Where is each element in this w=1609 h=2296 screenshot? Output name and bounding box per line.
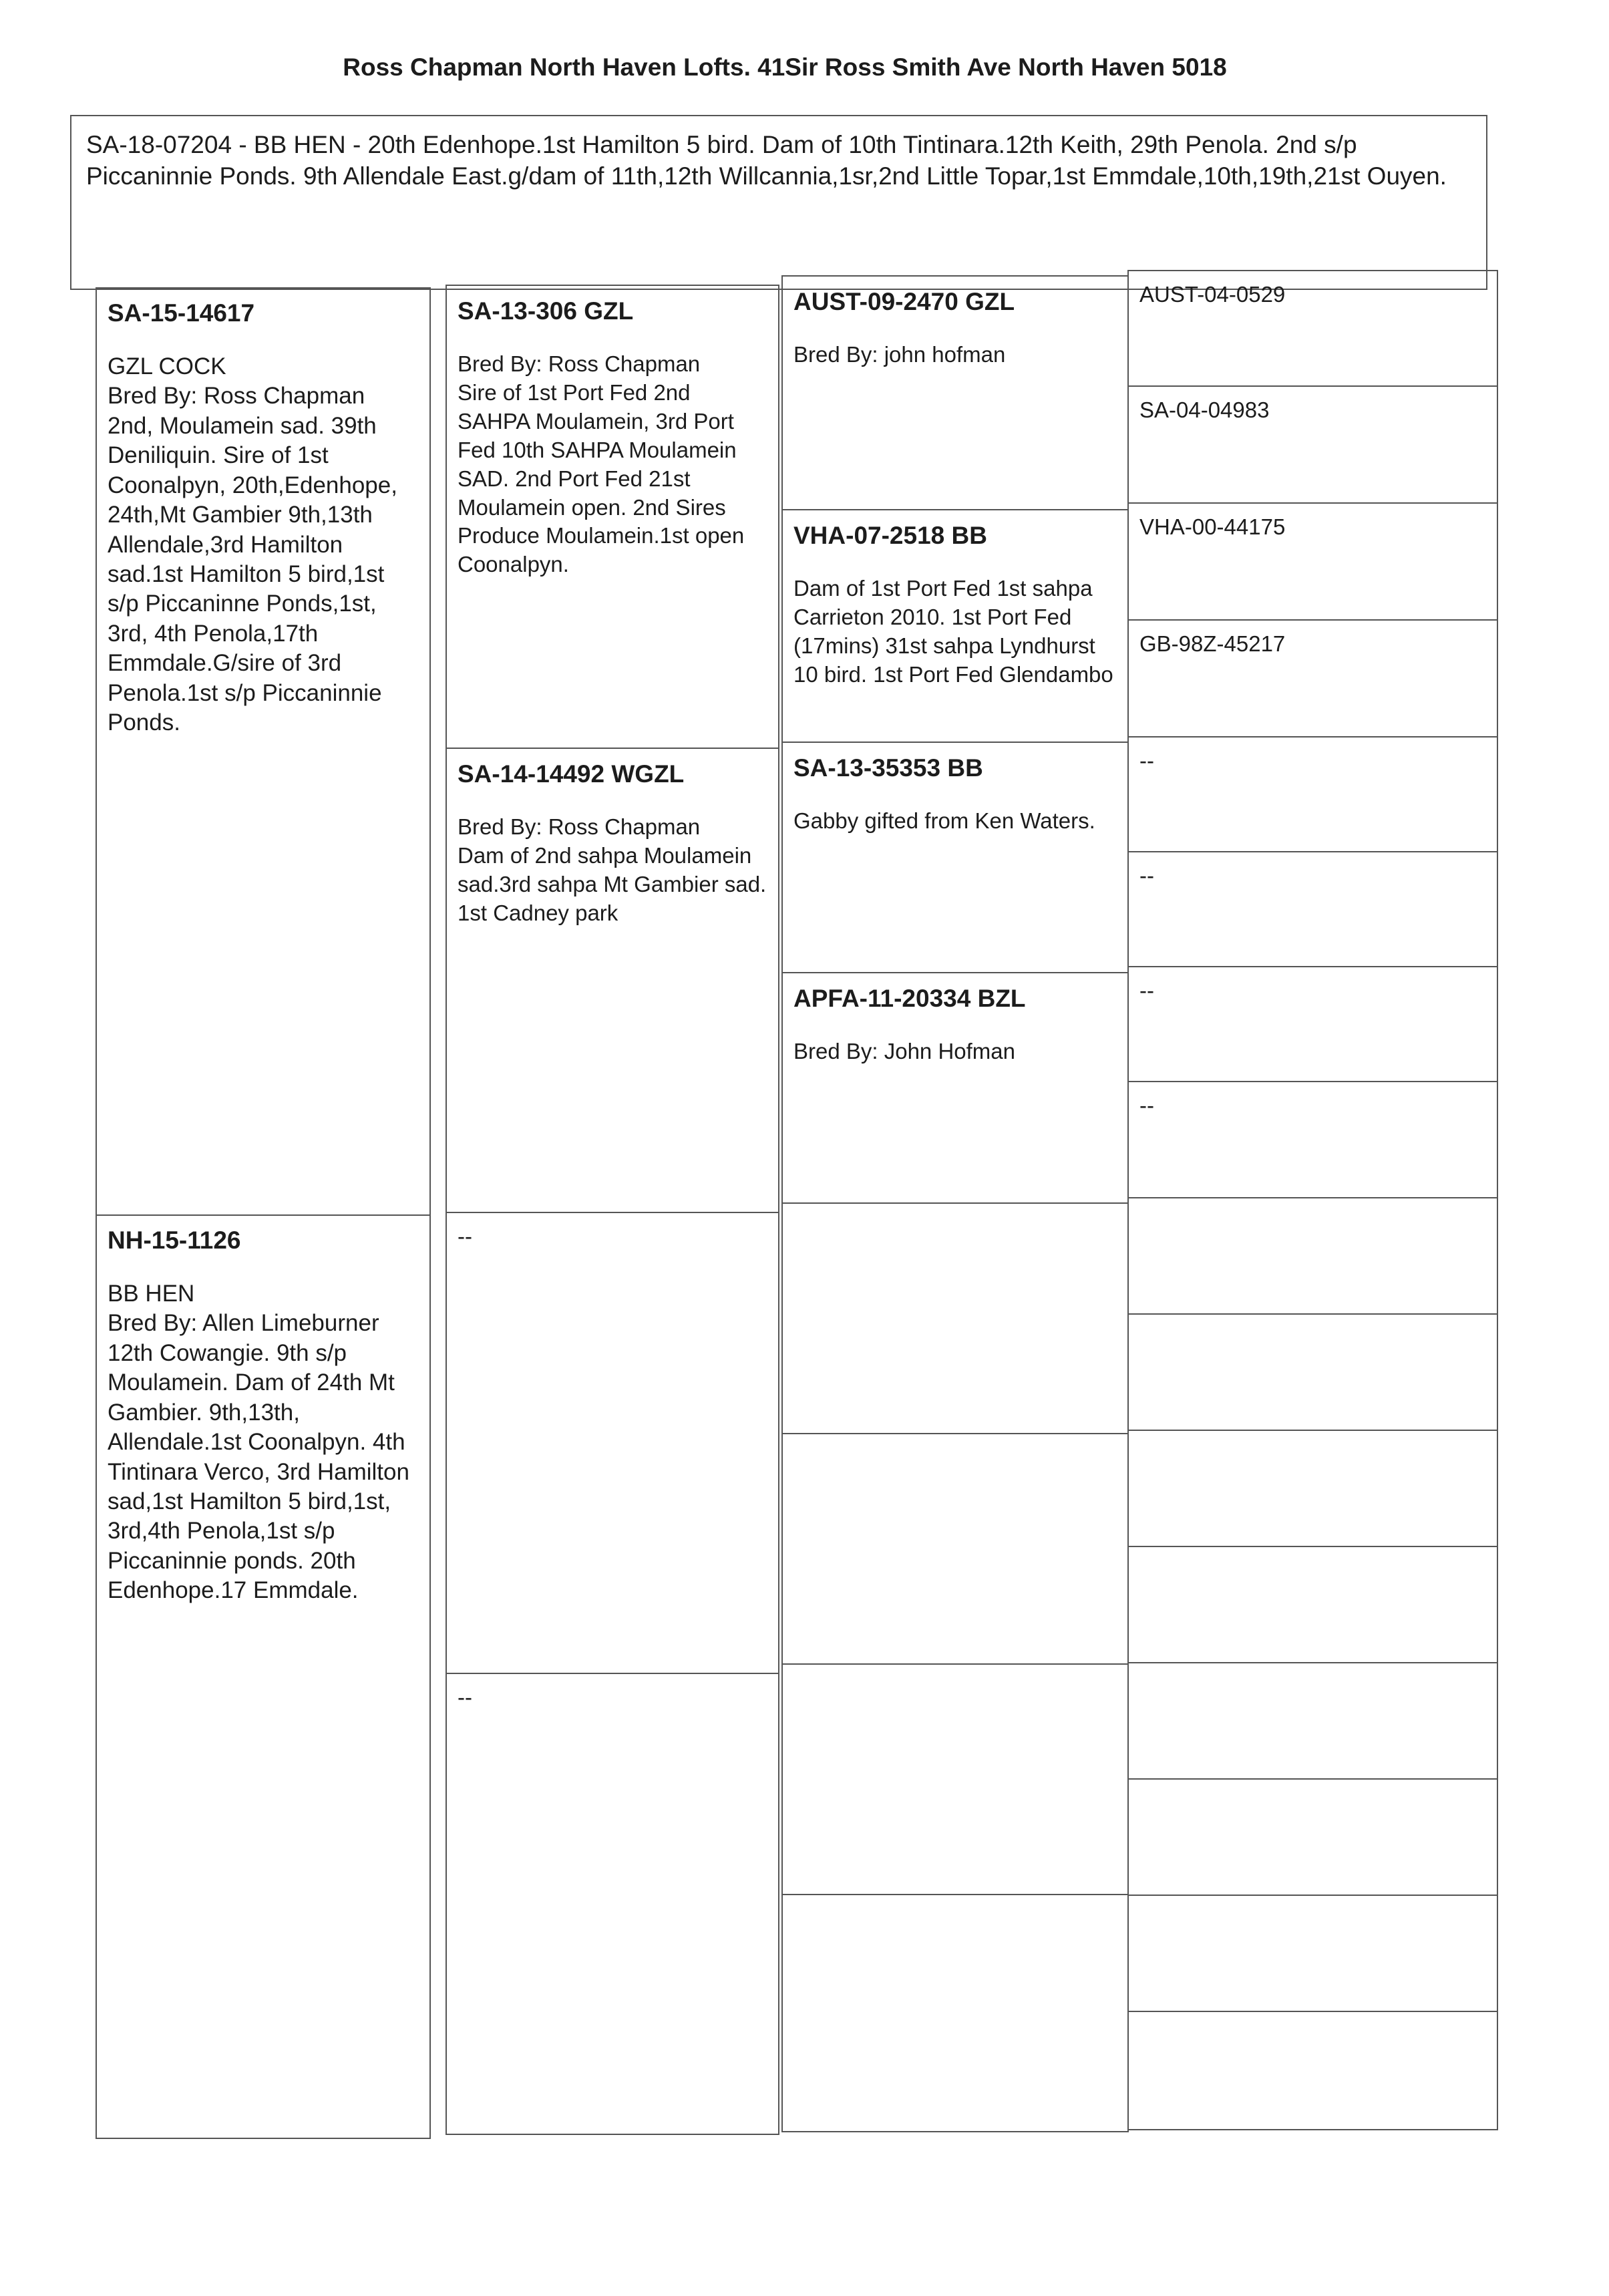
dam-dam-box	[445, 1674, 779, 2135]
gggp-box-2	[1127, 387, 1498, 504]
dam-dam-empty: --	[458, 1685, 472, 1709]
gggp-box-14	[1127, 1780, 1498, 1896]
ggp-box-1	[781, 275, 1129, 510]
gggp-box-9	[1127, 1198, 1498, 1315]
gggp-box-11	[1127, 1431, 1498, 1547]
gggp-box-3	[1127, 504, 1498, 621]
subject-bird: SA-18-07204 - BB HEN - 20th Edenhope.1st Hamilton 5 bird. Dam of 10th Tintinara.12th Keith, 29th Penola. 2nd s/p Piccaninnie Ponds. 9th Allendale East.g/dam of 11th,12th Willcannia,1sr,2nd Little Topar,1st Emmdale,10th,19th,21st Ouyen.	[70, 115, 1487, 290]
dam-sire-empty: --	[458, 1224, 472, 1249]
gggp-id-6: --	[1139, 863, 1154, 888]
ggp-id-4: APFA-11-20334 BZL	[793, 985, 1026, 1012]
gggp-box-10	[1127, 1315, 1498, 1431]
gggp-box-7	[1127, 967, 1498, 1082]
ggp-box-5	[781, 1204, 1129, 1434]
gggp-id-4: GB-98Z-45217	[1139, 631, 1286, 656]
grandparents-column	[445, 285, 779, 2135]
sire-sire-box	[445, 285, 779, 749]
gggp-box-12	[1127, 1547, 1498, 1663]
sire-dam-id: SA-14-14492 WGZL	[458, 760, 685, 788]
ggp-id-3: SA-13-35353 BB	[793, 754, 983, 782]
gggp-id-7: --	[1139, 978, 1154, 1003]
gggp-box-1	[1127, 270, 1498, 387]
ggp-box-6	[781, 1434, 1129, 1665]
sire-sire-details: Bred By: Ross Chapman Sire of 1st Port Fed 2nd SAHPA Moulamein, 3rd Port Fed 10th SAHPA Moulamein SAD. 2nd Port Fed 21st Moulamein open. 2nd Sires Produce Moulamein.1st open Coonalpyn.	[458, 351, 745, 577]
gggp-id-3: VHA-00-44175	[1139, 514, 1286, 539]
gggp-box-13	[1127, 1663, 1498, 1780]
great-grandparents-column	[781, 275, 1129, 2132]
gggp-box-8	[1127, 1082, 1498, 1198]
dam-sire-box	[445, 1213, 779, 1674]
gggp-box-16	[1127, 2012, 1498, 2130]
gggp-box-15	[1127, 1896, 1498, 2012]
ggp-box-2	[781, 510, 1129, 743]
dam-id: NH-15-1126	[108, 1226, 241, 1254]
gggp-id-8: --	[1139, 1093, 1154, 1118]
dam-details: BB HEN Bred By: Allen Limeburner 12th Cowangie. 9th s/p Moulamein. Dam of 24th Mt Gambier. 9th,13th, Allendale.1st Coonalpyn. 4th Tintinara Verco, 3rd Hamilton sad,1st Hamilton 5 bird,1st, 3rd,4th Penola,1st s/p Piccaninnie ponds. 20th Edenhope.17 Emmdale.	[108, 1280, 409, 1604]
sire-id: SA-15-14617	[108, 299, 255, 327]
sire-dam-details: Bred By: Ross Chapman Dam of 2nd sahpa Moulamein sad.3rd sahpa Mt Gambier sad. 1st Cadney park	[458, 814, 767, 925]
dam-box	[96, 1214, 431, 2139]
gggp-box-5	[1127, 737, 1498, 852]
great-great-grandparents-column	[1127, 270, 1498, 2130]
sire-details: GZL COCK Bred By: Ross Chapman 2nd, Moulamein sad. 39th Deniliquin. Sire of 1st Coonalpyn, 20th,Edenhope, 24th,Mt Gambier 9th,13th Allendale,3rd Hamilton sad.1st Hamilton 5 bird,1st s/p Piccaninne Ponds,1st, 3rd, 4th Penola,17th Emmdale.G/sire of 3rd Penola.1st s/p Piccaninnie Ponds.	[108, 353, 397, 736]
sire-sire-id: SA-13-306 GZL	[458, 297, 634, 325]
ggp-box-3	[781, 743, 1129, 973]
sire-dam-box	[445, 749, 779, 1213]
ggp-id-1: AUST-09-2470 GZL	[793, 288, 1015, 315]
ggp-box-7	[781, 1665, 1129, 1895]
ggp-details-3: Gabby gifted from Ken Waters.	[793, 808, 1095, 834]
gggp-id-1: AUST-04-0529	[1139, 282, 1286, 307]
ggp-details-1: Bred By: john hofman	[793, 342, 1006, 367]
ggp-box-8	[781, 1895, 1129, 2132]
ggp-id-2: VHA-07-2518 BB	[793, 522, 987, 549]
document-title: Ross Chapman North Haven Lofts. 41Sir Ross Smith Ave North Haven 5018	[343, 53, 1227, 81]
gggp-id-5: --	[1139, 748, 1154, 773]
ggp-box-4	[781, 973, 1129, 1204]
parents-column	[96, 287, 431, 2138]
gggp-id-2: SA-04-04983	[1139, 397, 1270, 422]
sire-box	[96, 287, 431, 1216]
gggp-box-4	[1127, 621, 1498, 737]
ggp-details-4: Bred By: John Hofman	[793, 1039, 1015, 1064]
ggp-details-2: Dam of 1st Port Fed 1st sahpa Carrieton 2010. 1st Port Fed (17mins) 31st sahpa Lyndhurst 10 bird. 1st Port Fed Glendambo	[793, 576, 1113, 687]
gggp-box-6	[1127, 852, 1498, 967]
